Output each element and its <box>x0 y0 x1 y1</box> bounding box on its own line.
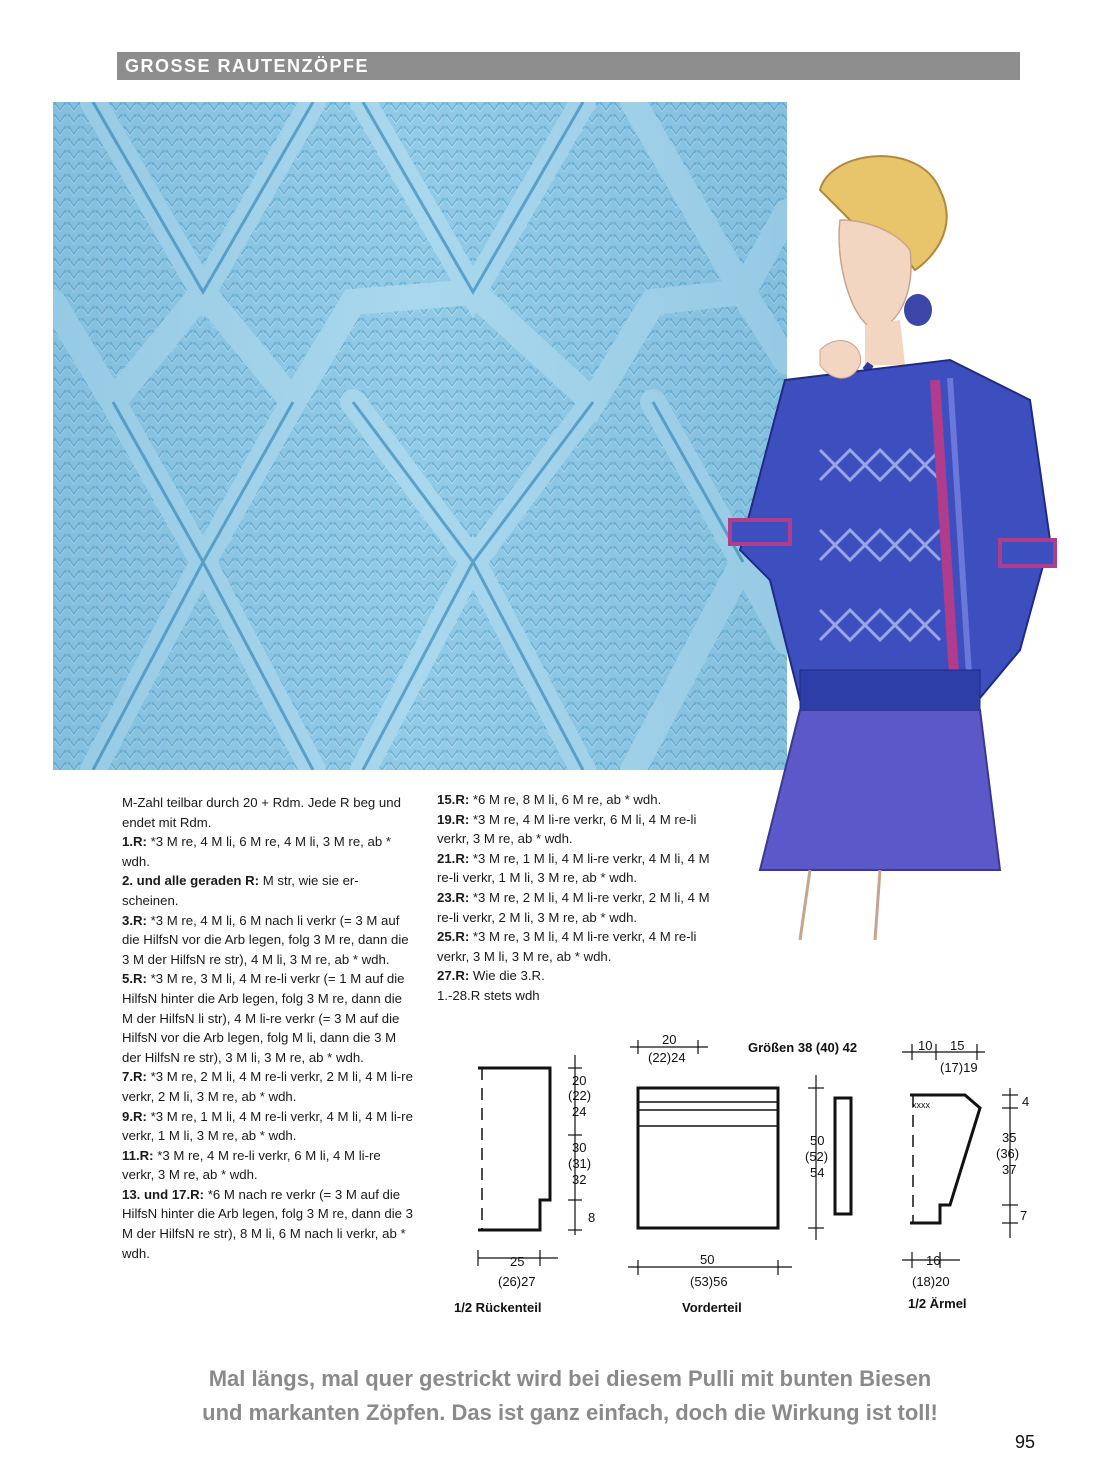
knitted-cable-swatch-image <box>53 102 787 770</box>
back-height-1a: 20 <box>572 1073 587 1088</box>
sleeve-height-bot: 7 <box>1020 1208 1028 1223</box>
back-height-2b: (31) <box>568 1156 592 1171</box>
front-width-1: 50 <box>700 1252 715 1267</box>
back-height-2a: 30 <box>572 1140 587 1155</box>
sleeve-piece-label: 1/2 Ärmel <box>908 1296 967 1311</box>
front-height-c: 54 <box>810 1165 825 1180</box>
page-number: 95 <box>1015 1432 1036 1452</box>
instruction-line: 27.R: Wie die 3.R. <box>437 968 545 984</box>
instruction-line: 21.R: *3 M re, 1 M li, 4 M li-re verkr, 4 M li, 4 M re-li verkr, 1 M li, 3 M re, ab * wdh. <box>437 850 710 886</box>
instruction-line: 25.R: *3 M re, 3 M li, 4 M li-re verkr, 4 M re-li verkr, 3 M li, 3 M re, ab * wdh. <box>437 929 697 964</box>
instructions-left-column <box>122 793 414 1263</box>
instruction-line: 23.R: *3 M re, 2 M li, 4 M li-re verkr, 2 M li, 4 M re-li verkr, 2 M li, 3 M re, ab * wdh. <box>437 889 710 925</box>
instruction-line: 1.-28.R stets wdh <box>437 987 540 1003</box>
sleeve-width-1: 16 <box>926 1253 941 1268</box>
front-height-b: (52) <box>805 1149 829 1164</box>
instruction-line: 9.R: *3 M re, 1 M li, 4 M re-li verkr, 4 M li, 4 M li-re verkr, 1 M li, 3 M re, ab * wdh. <box>122 1108 413 1144</box>
instruction-line: 11.R: *3 M re, 4 M re-li verkr, 6 M li, 4 M li-re verkr, 3 M re, ab * wdh. <box>122 1147 381 1183</box>
sizes-label: Größen 38 (40) 42 <box>748 1040 858 1055</box>
back-height-3: 8 <box>588 1210 596 1225</box>
sleeve-cast-marks: xxxx <box>912 1100 930 1110</box>
instruction-line: 19.R: *3 M re, 4 M li-re verkr, 6 M li, 4 M re-li verkr, 3 M re, ab * wdh. <box>437 811 697 847</box>
sleeve-height-b: (36) <box>996 1146 1020 1161</box>
front-piece-label: Vorderteil <box>682 1300 742 1315</box>
caption-line-1: Mal längs, mal quer gestrickt wird bei diesem Pulli mit bunten Biesen <box>208 1366 932 1391</box>
instruction-line: M-Zahl teilbar durch 20 + Rdm. Jede R beg und endet mit Rdm. <box>122 795 401 830</box>
fashion-illustration-image <box>700 150 1060 940</box>
sleeve-width-2: (18)20 <box>912 1274 950 1289</box>
instruction-line: 15.R: *6 M re, 8 M li, 6 M re, ab * wdh. <box>437 792 662 807</box>
sleeve-height-a: 35 <box>1002 1130 1017 1145</box>
instructions-right-column <box>437 790 722 1006</box>
back-height-1c: 24 <box>572 1104 587 1119</box>
front-top-1: 20 <box>662 1032 677 1047</box>
instruction-line: 7.R: *3 M re, 2 M li, 4 M re-li verkr, 2 M li, 4 M li-re verkr, 2 M li, 3 M re, ab * wdh. <box>122 1069 413 1104</box>
front-height-a: 50 <box>810 1133 825 1148</box>
back-width-1: 25 <box>510 1254 525 1269</box>
sleeve-top-2: 15 <box>950 1038 965 1053</box>
section-title: GROSSE RAUTENZÖPFE <box>125 56 370 76</box>
sleeve-height-top: 4 <box>1022 1094 1030 1109</box>
instruction-line: 1.R: *3 M re, 4 M li, 6 M re, 4 M li, 3 M re, ab * wdh. <box>122 834 391 869</box>
back-height-1b: (22) <box>568 1088 592 1103</box>
sleeve-height-c: 37 <box>1002 1162 1017 1177</box>
back-height-2c: 32 <box>572 1172 587 1187</box>
front-top-2: (22)24 <box>648 1050 686 1065</box>
caption-line-2: und markanten Zöpfen. Das ist ganz einfach, doch die Wirkung ist toll! <box>202 1400 938 1425</box>
instruction-line: 5.R: *3 M re, 3 M li, 4 M re-li verkr (= 1 M auf die HilfsN hinter die Arb legen, folg 3 M re, dann die M der HilfsN li str), 4 M li-re verkr (= 3 M auf die HilfsN vor die Arb legen, folg M li, dann die 3 M der HilfsN re str), 3 M li, 3 M re, ab * wdh. <box>122 971 405 1065</box>
instruction-line: 13. und 17.R: *6 M nach re verkr (= 3 M auf die HilfsN hinter die Arb legen, folg 3 M re, dann die 3 M der HilfsN re str), 8 M li, 6 M nach li verkr, ab * wdh. <box>122 1186 414 1261</box>
sleeve-top-3: (17)19 <box>940 1060 978 1075</box>
page-caption <box>120 1362 1020 1430</box>
section-header-bar <box>117 52 1020 80</box>
back-width-2: (26)27 <box>498 1274 536 1289</box>
instruction-line: 2. und alle geraden R: M str, wie sie er-scheinen. <box>122 873 359 908</box>
back-piece-label: 1/2 Rückenteil <box>454 1300 542 1315</box>
garment-schematics <box>440 1030 1040 1330</box>
front-width-2: (53)56 <box>690 1274 728 1289</box>
sleeve-top-1: 10 <box>918 1038 933 1053</box>
instruction-line: 3.R: *3 M re, 4 M li, 6 M nach li verkr (= 3 M auf die HilfsN vor die Arb legen, folg 3 M re, dann die 3 M der HilfsN re str), 4 M li, 3 M re, ab * wdh. <box>122 912 409 967</box>
schematics-svg <box>440 1030 1040 1330</box>
